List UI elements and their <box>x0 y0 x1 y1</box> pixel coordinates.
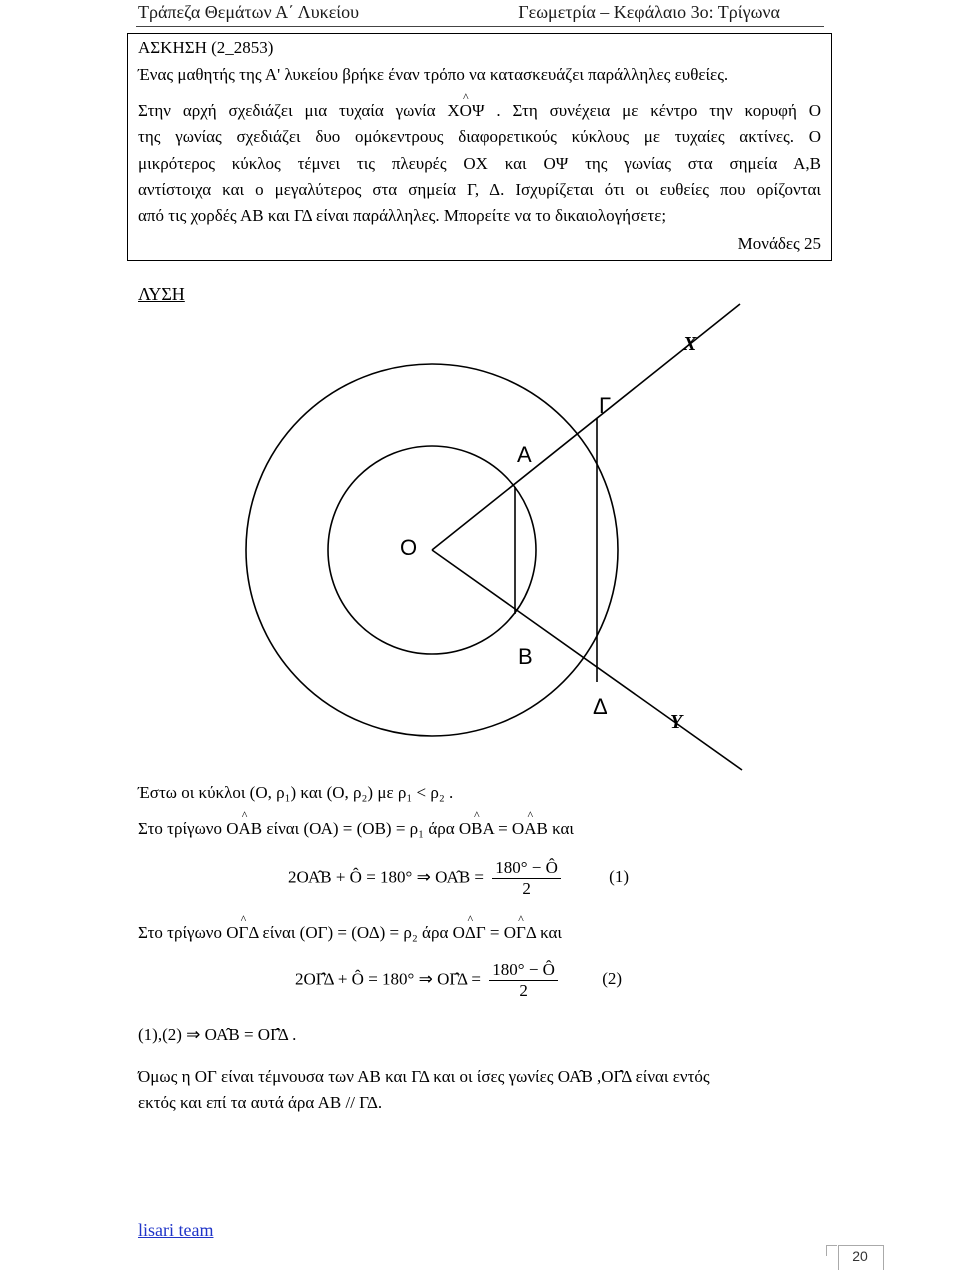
fraction-1: $\frac{180^\circ - Ô}{2}$ <box>492 858 561 899</box>
fraction-2: $\frac{180^\circ - Ô}{2}$ <box>489 960 558 1001</box>
solution-line-6: εκτός και επί τα αυτά άρα ΑΒ // ΓΔ. <box>138 1093 383 1112</box>
solution-line-1: Έστω οι κύκλοι (Ο, ρ₁) και (Ο, ρ₂) με ρ₁ < ρ₂ . <box>138 783 454 802</box>
page-number: 20 <box>852 1248 868 1264</box>
label-B: Β <box>518 644 533 669</box>
label-Y: Υ <box>670 711 683 733</box>
exercise-line-6: από τις χορδές ΑΒ και ΓΔ είναι παράλληλες. Μπορείτε να το δικαιολογήσετε; <box>138 206 667 225</box>
solution-line-4: (1),(2) ⇒ ΟΑ̂Β = ΟΓ̂Δ . <box>138 1025 297 1044</box>
solution-line-2: Στο τρίγωνο Ο^ ΑΒ είναι (ΟΑ) = (ΟΒ) = ρ₁ άρα Ο^ ΒΑ = Ο^ ΑΒ και <box>138 819 574 839</box>
exercise-line-3: της γωνίας σχεδιάζει δυο ομόκεντρους διαφορετικούς κύκλους με τυχαίες ακτίνες. Ο <box>138 127 821 146</box>
solution-line-5: Όμως η ΟΓ είναι τέμνουσα των ΑΒ και ΓΔ και οι ίσες γωνίες ΟΑ̂Β ,ΟΓ̂Δ είναι εντός <box>138 1067 710 1086</box>
header-right: Γεωμετρία – Κεφάλαιο 3ο: Τρίγωνα <box>518 2 780 22</box>
exercise-line-2: Στην αρχή σχεδιάζει μια τυχαία γωνία Χ^ ΟΨ . Στη συνέχεια με κέντρο την κορυφή Ο <box>138 101 821 121</box>
lisari-team-link[interactable]: lisari team <box>138 1220 214 1240</box>
header-left: Τράπεζα Θεμάτων Α΄ Λυκείου <box>138 2 360 22</box>
label-A: Α <box>517 442 532 467</box>
equation-2: 2ΟΓ̂Δ + Ô = 180° ⇒ ΟΓ̂Δ = $\frac{180^\circ - Ô}{2}$ (2) <box>295 960 623 1000</box>
solution-title: ΛΥΣΗ <box>138 284 185 304</box>
exercise-line-5: αντίστοιχα και ο μεγαλύτερος στα σημεία Γ, Δ. Ισχυρίζεται ότι οι ευθείες που ορίζονται <box>138 180 821 199</box>
ray-OY <box>432 550 742 770</box>
exercise-line-4: μικρότερος κύκλος τέμνει τις πλευρές ΟΧ και ΟΨ της γωνίας στα σημεία Α,Β <box>138 154 821 173</box>
page-corner-mark <box>826 1245 837 1256</box>
solution-line-3: Στο τρίγωνο Ο^ ΓΔ είναι (ΟΓ) = (ΟΔ) = ρ₂ άρα Ο^ ΔΓ = Ο^ ΓΔ και <box>138 923 562 943</box>
exercise-line-1: Ένας μαθητής της Α' λυκείου βρήκε έναν τρόπο να κατασκευάζει παράλληλες ευθείες. <box>138 65 729 84</box>
exercise-points: Μονάδες 25 <box>737 234 821 253</box>
label-G: Γ <box>599 393 612 418</box>
label-O: Ο <box>400 535 418 560</box>
label-D: Δ <box>593 694 608 719</box>
equation-1: 2ΟΑ̂Β + Ô = 180° ⇒ ΟΑ̂Β = $\frac{180^\circ - Ô}{2}$ (1) <box>288 858 629 898</box>
hat-O: ^ Ο <box>460 101 472 121</box>
label-X: Χ <box>683 333 697 355</box>
exercise-title: ΑΣΚΗΣΗ (2_2853) <box>138 38 274 57</box>
